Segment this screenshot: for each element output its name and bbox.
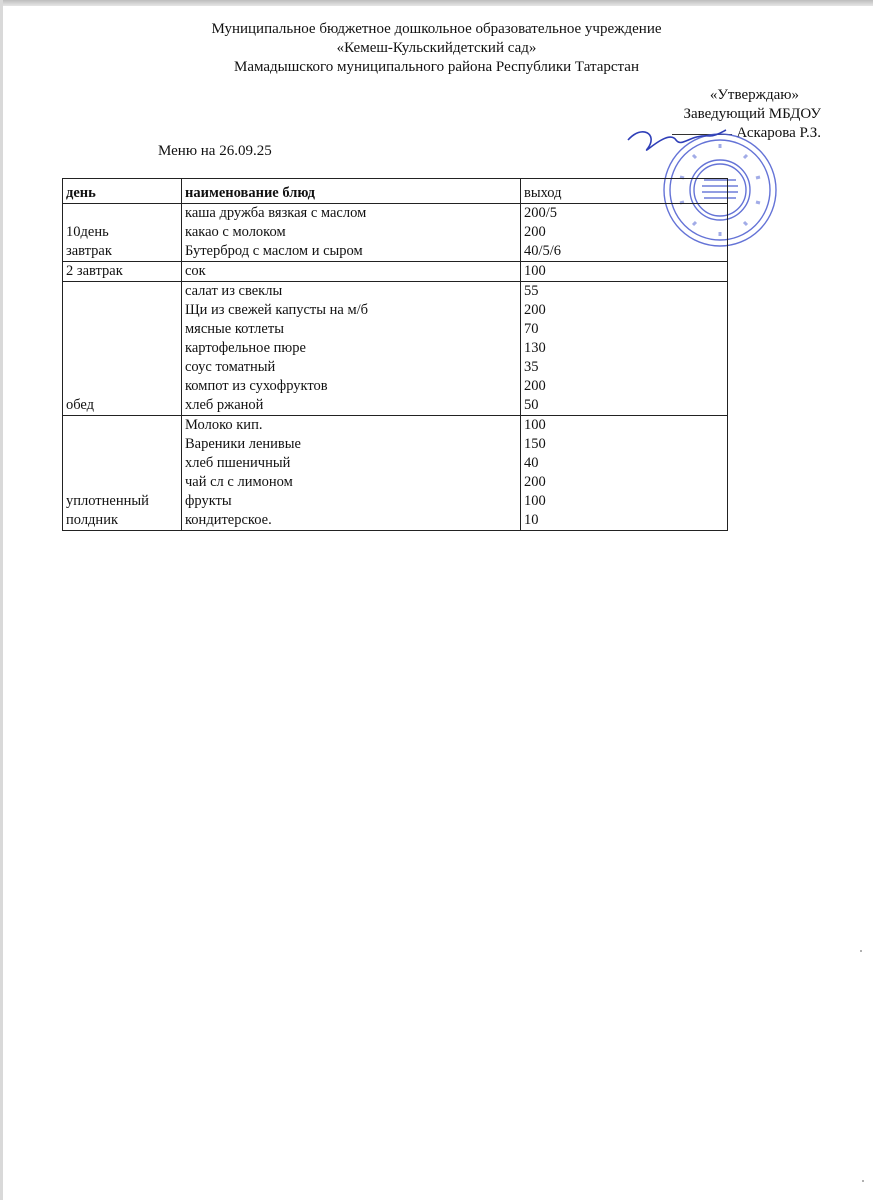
dish-cell [182, 262, 521, 282]
table-row [63, 262, 728, 282]
table-header-row [63, 179, 728, 204]
dish-output: 50 [524, 397, 539, 413]
dish-cell [182, 416, 521, 531]
dish-name: Молоко кип. [185, 417, 263, 433]
meal-label: обед [66, 397, 95, 413]
header-dish: наименование блюд [182, 179, 521, 204]
dish-output: 130 [524, 340, 546, 356]
dish-output: 10 [524, 512, 539, 528]
document-header [0, 20, 873, 77]
output-cell [521, 416, 728, 531]
dish-name: Бутерброд с маслом и сыром [185, 243, 363, 259]
dish-output: 200/5 [524, 205, 558, 221]
dish-name: какао с молоком [185, 224, 286, 240]
dish-name: каша дружба вязкая с маслом [185, 205, 367, 221]
dish-name: Вареники ленивые [185, 436, 301, 452]
table-row [63, 204, 728, 262]
dish-output: 55 [524, 283, 539, 299]
dish-output: 100 [524, 417, 546, 433]
header-line-3: Мамадышского муниципального района Республики Татарстан [234, 59, 639, 75]
header-line-2: «Кемеш-Кульскийдетский сад» [336, 40, 537, 56]
dish-output: 70 [524, 321, 539, 337]
approval-title: «Утверждаю» [709, 87, 799, 103]
header-output: выход [521, 179, 728, 204]
meal-label: полдник [66, 512, 118, 528]
dish-output: 200 [524, 302, 546, 318]
dish-name: кондитерское. [185, 512, 272, 528]
output-cell [521, 204, 728, 262]
dish-name: сок [185, 263, 206, 279]
dish-name: мясные котлеты [185, 321, 284, 337]
dish-name: соус томатный [185, 359, 276, 375]
dish-output: 100 [524, 263, 546, 279]
output-cell [521, 262, 728, 282]
scan-speck [862, 1180, 864, 1182]
meal-label: 10день [66, 224, 109, 240]
dish-output: 150 [524, 436, 546, 452]
dish-name: хлеб пшеничный [185, 455, 291, 471]
menu-table [62, 178, 728, 531]
meal-cell [63, 416, 182, 531]
dish-name: салат из свеклы [185, 283, 283, 299]
meal-label: уплотненный [66, 493, 149, 509]
meal-label: 2 завтрак [66, 263, 123, 279]
dish-output: 200 [524, 378, 546, 394]
meal-cell [63, 204, 182, 262]
dish-cell [182, 282, 521, 416]
dish-output: 200 [524, 474, 546, 490]
scan-left-edge [0, 0, 3, 1200]
dish-output: 35 [524, 359, 539, 375]
table-row [63, 282, 728, 416]
header-line-1: Муниципальное бюджетное дошкольное образовательное учреждение [211, 21, 662, 37]
dish-cell [182, 204, 521, 262]
dish-name: чай сл с лимоном [185, 474, 293, 490]
dish-output: 40/5/6 [524, 243, 562, 259]
dish-output: 200 [524, 224, 546, 240]
dish-name: хлеб ржаной [185, 397, 264, 413]
dish-output: 40 [524, 455, 539, 471]
header-day: день [63, 179, 182, 204]
approval-position: Заведующий МБДОУ [683, 106, 821, 122]
dish-name: картофельное пюре [185, 340, 306, 356]
dish-name: компот из сухофруктов [185, 378, 328, 394]
dish-name: Щи из свежей капусты на м/б [185, 302, 369, 318]
meal-cell [63, 282, 182, 416]
output-cell [521, 282, 728, 416]
dish-name: фрукты [185, 493, 232, 509]
meal-cell [63, 262, 182, 282]
meal-label: завтрак [66, 243, 112, 259]
scan-speck [860, 950, 862, 952]
signature-scribble [628, 130, 726, 150]
approval-name: Аскарова Р.З. [736, 125, 821, 141]
dish-output: 100 [524, 493, 546, 509]
table-row [63, 416, 728, 531]
scan-top-edge [0, 0, 873, 6]
menu-title: Меню на 26.09.25 [158, 143, 272, 159]
